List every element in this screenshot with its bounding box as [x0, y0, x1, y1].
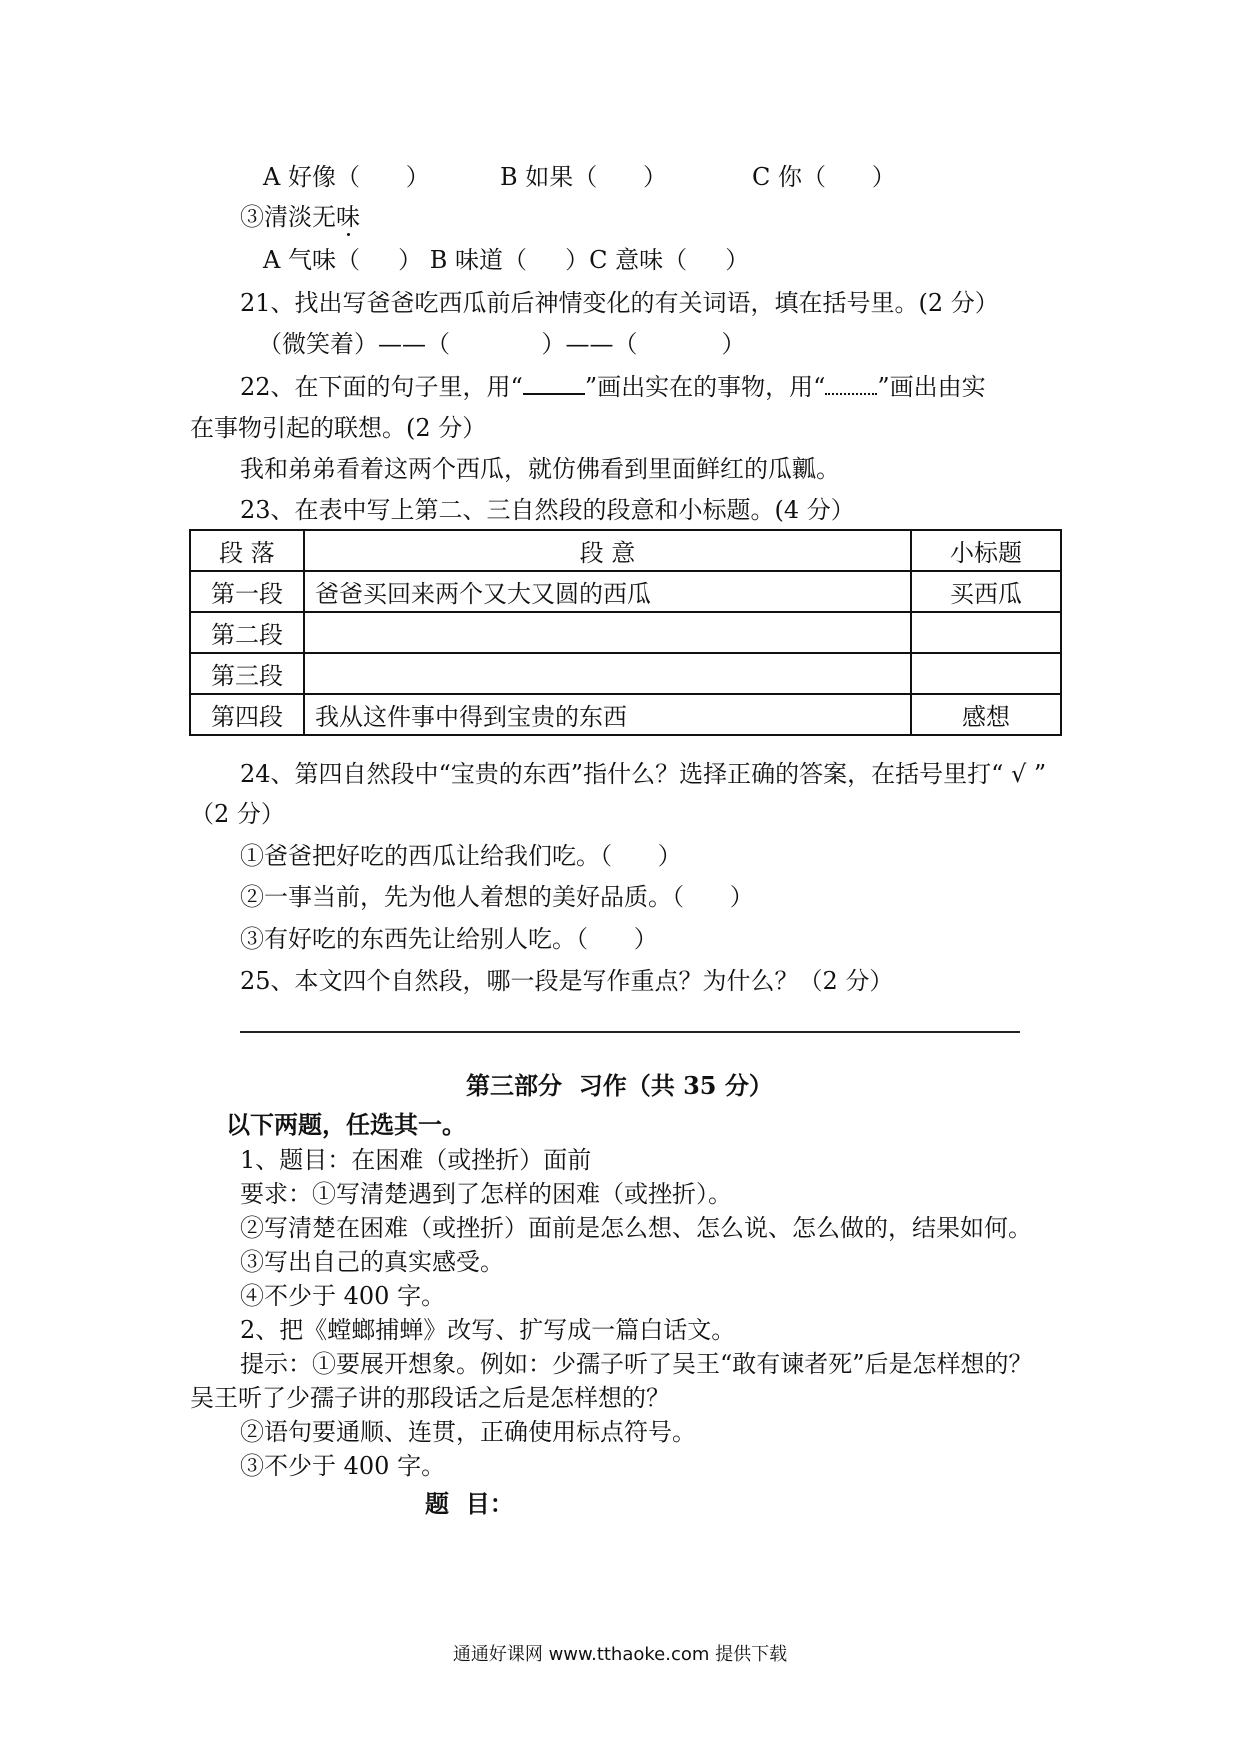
- table-cell: 第四段: [190, 694, 304, 735]
- table-header-cell: 段 意: [304, 530, 911, 571]
- topic-2-tip: 吴王听了少孺子讲的那段话之后是怎样想的？: [190, 1384, 670, 1412]
- q24-option: ①爸爸把好吃的西瓜让给我们吃。（ ）: [240, 842, 682, 870]
- q23-text: 23、在表中写上第二、三自然段的段意和小标题。(4 分）: [240, 496, 855, 524]
- answer-line: [240, 1031, 1020, 1033]
- q20-option-a: A 好像（ ）: [263, 163, 430, 191]
- q22-line1-c: ”画出由实: [877, 373, 986, 401]
- wavy-underline-mark: [825, 375, 877, 395]
- table-row: [190, 571, 1061, 612]
- q25-text: 25、本文四个自然段，哪一段是写作重点？为什么？（2 分）: [240, 967, 894, 995]
- q20-option-b: B 如果（ ）: [500, 163, 668, 191]
- topic-1-requirement: ②写清楚在困难（或挫折）面前是怎么想、怎么说、怎么做的，结果如何。: [240, 1214, 1032, 1242]
- topic-1-requirement: 要求：①写清楚遇到了怎样的困难（或挫折）。: [240, 1180, 732, 1208]
- straight-underline-mark: [523, 375, 585, 395]
- q22-line1-b: ”画出实在的事物，用“: [584, 373, 826, 401]
- table-cell: 第二段: [190, 612, 304, 653]
- table-cell-blank[interactable]: [304, 612, 911, 653]
- q20-options-b: A 气味（ ） B 味道（ ）C 意味（ ）: [263, 246, 750, 274]
- q20-item-3-prefix: ③清淡无: [240, 203, 336, 231]
- q24-line2: （2 分）: [190, 800, 285, 828]
- table-row: [190, 612, 1061, 653]
- topic-1-requirement: ④不少于 400 字。: [240, 1282, 446, 1310]
- table-cell: 第三段: [190, 653, 304, 694]
- q24-option: ②一事当前，先为他人着想的美好品质。（ ）: [240, 883, 754, 911]
- topic-2-tip: 提示：①要展开想象。例如：少孺子听了吴王“敢有谏者死”后是怎样想的？: [240, 1350, 1033, 1378]
- table-row: [190, 653, 1061, 694]
- q24-option: ③有好吃的东西先让给别人吃。（ ）: [240, 925, 658, 953]
- q22-line2: 在事物引起的联想。(2 分）: [190, 414, 487, 442]
- topic-2-tip: ③不少于 400 字。: [240, 1452, 446, 1480]
- footer-source: 通通好课网 www.tthaoke.com 提供下载: [452, 1644, 788, 1665]
- table-row: [190, 694, 1061, 735]
- q21-text: 21、找出写爸爸吃西瓜前后神情变化的有关词语，填在括号里。(2 分）: [240, 289, 999, 317]
- part3-intro: 以下两题，任选其一。: [226, 1110, 466, 1139]
- table-header-cell: 段 落: [190, 530, 304, 571]
- title-label: 题 目：: [425, 1489, 514, 1518]
- paragraph-table: [189, 529, 1062, 736]
- table-cell: 第一段: [190, 571, 304, 612]
- topic-2: 2、把《螳螂捕蝉》改写、扩写成一篇白话文。: [240, 1316, 736, 1344]
- topic-1: 1、题目：在困难（或挫折）面前: [240, 1146, 592, 1174]
- q22-sentence: 我和弟弟看着这两个西瓜，就仿佛看到里面鲜红的瓜瓤。: [240, 455, 840, 483]
- table-cell-blank[interactable]: [304, 653, 911, 694]
- table-cell: 感想: [911, 694, 1061, 735]
- table-cell: 买西瓜: [911, 571, 1061, 612]
- table-cell: 我从这件事中得到宝贵的东西: [304, 694, 911, 735]
- table-header-cell: 小标题: [911, 530, 1061, 571]
- q20-item-3-dotted: 味: [336, 203, 360, 231]
- q20-item-3: [240, 200, 360, 234]
- q21-blanks: （微笑着）——（ ）——（ ）: [258, 330, 746, 358]
- q24-line1: 24、第四自然段中“宝贵的东西”指什么？选择正确的答案，在括号里打“ √ ”: [240, 760, 1047, 788]
- q22-line1: [240, 370, 986, 404]
- table-cell-blank[interactable]: [911, 653, 1061, 694]
- table-header-row: [190, 530, 1061, 571]
- part3-title: 第三部分 习作（共 35 分）: [466, 1071, 773, 1100]
- topic-2-tip: ②语句要通顺、连贯，正确使用标点符号。: [240, 1418, 696, 1446]
- table-cell: 爸爸买回来两个又大又圆的西瓜: [304, 571, 911, 612]
- table-cell-blank[interactable]: [911, 612, 1061, 653]
- topic-1-requirement: ③写出自己的真实感受。: [240, 1248, 504, 1276]
- q20-option-c: C 你（ ）: [752, 163, 896, 191]
- q22-line1-a: 22、在下面的句子里，用“: [240, 373, 523, 401]
